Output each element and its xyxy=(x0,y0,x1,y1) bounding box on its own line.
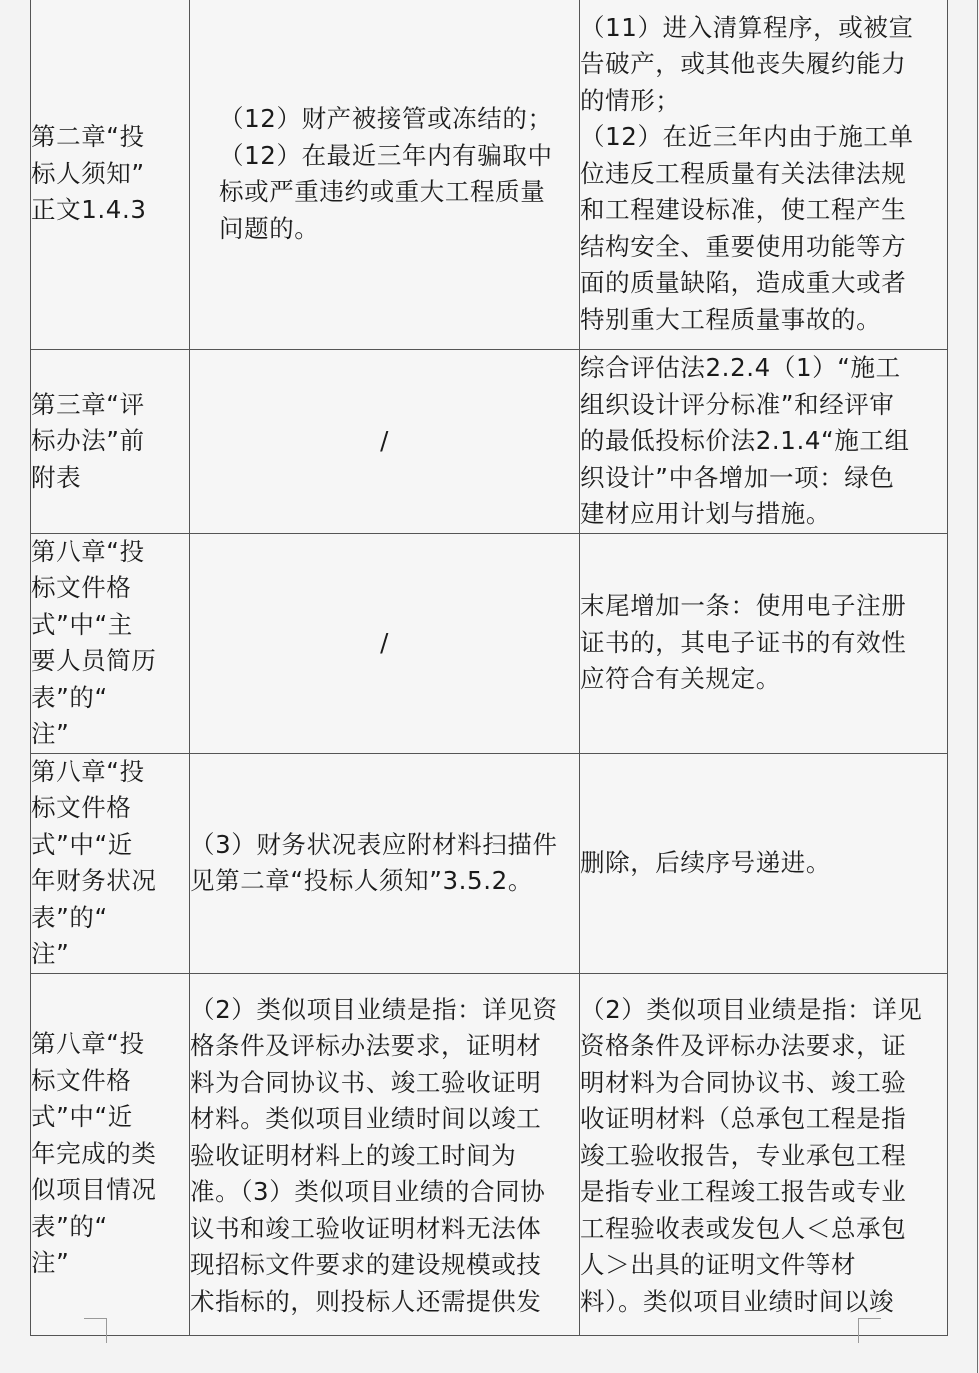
section-cell xyxy=(31,973,190,1335)
text-line: 组织设计评分标准”和经评审 xyxy=(580,389,895,419)
text-line: 告破产，或其他丧失履约能力 xyxy=(580,49,907,79)
text-line: （11）进入清算程序，或被宣 xyxy=(580,12,914,42)
original-text-cell xyxy=(190,533,580,753)
text-line: / xyxy=(380,627,389,657)
text-line: 标人须知” xyxy=(31,158,145,188)
text-line: 的最低投标价法2.1.4“施工组 xyxy=(580,426,910,455)
crop-mark-right xyxy=(858,1318,881,1343)
revised-text-cell xyxy=(580,973,948,1335)
text-line: 材料。类似项目业绩时间以竣工 xyxy=(190,1104,542,1134)
text-line: 应符合有关规定。 xyxy=(580,664,781,694)
text-line: 位违反工程质量有关法律法规 xyxy=(580,158,907,188)
text-line: 第八章“投 xyxy=(31,756,145,786)
text-line: 建材应用计划与措施。 xyxy=(580,499,831,528)
revised-text-cell xyxy=(580,533,948,753)
text-line: 标文件格 xyxy=(31,573,132,602)
text-line: 第八章“投 xyxy=(31,1029,145,1059)
text-line: （2）类似项目业绩是指：详见资 xyxy=(190,994,558,1024)
text-line: 删除，后续序号递进。 xyxy=(580,847,831,877)
text-line: 和工程建设标准，使工程产生 xyxy=(580,195,907,225)
text-line: 第八章“投 xyxy=(31,536,145,566)
text-line: 年财务状况 xyxy=(31,866,157,895)
text-line: 见第二章“投标人须知”3.5.2。 xyxy=(190,866,533,895)
crop-mark-left xyxy=(84,1318,107,1343)
text-line: 正文1.4.3 xyxy=(31,195,147,225)
section-cell xyxy=(31,533,190,753)
text-line: （12）在最近三年内有骗取中 xyxy=(219,140,553,170)
text-line: 特别重大工程质量事故的。 xyxy=(580,304,882,334)
text-line: 似项目情况 xyxy=(31,1175,157,1205)
original-text-cell xyxy=(190,350,580,534)
text-line: 标或严重违约或重大工程质量 xyxy=(219,177,546,206)
text-line: （12）在近三年内由于施工单 xyxy=(580,122,914,152)
text-line: 明材料为合同协议书、竣工验 xyxy=(580,1067,907,1097)
text-line: 料）。类似项目业绩时间以竣 xyxy=(580,1286,895,1316)
text-line: 料为合同协议书、竣工验收证明 xyxy=(190,1067,542,1097)
text-line: 人＞出具的证明文件等材 xyxy=(580,1250,857,1280)
revised-text-cell xyxy=(580,753,948,973)
text-line: 议书和竣工验收证明材料无法体 xyxy=(190,1213,542,1243)
table-row xyxy=(31,753,948,973)
text-line: 第三章“评 xyxy=(31,389,145,419)
revised-text-cell xyxy=(580,350,948,534)
text-line: 注” xyxy=(31,719,70,748)
text-line: 结构安全、重要使用功能等方 xyxy=(580,231,907,261)
text-line: 第二章“投 xyxy=(31,122,145,152)
text-line: 格条件及评标办法要求，证明材 xyxy=(190,1031,542,1061)
text-line: 面的质量缺陷，造成重大或者 xyxy=(580,268,907,298)
text-line: 织设计”中各增加一项：绿色 xyxy=(580,462,895,492)
text-line: 综合评估法2.2.4（1）“施工 xyxy=(580,353,901,382)
text-line: 验收证明材料上的竣工时间为 xyxy=(190,1140,517,1170)
text-line: 标文件格 xyxy=(31,1065,132,1095)
text-line: （2）类似项目业绩是指：详见 xyxy=(580,994,923,1024)
text-line: （3）财务状况表应附材料扫描件 xyxy=(190,829,558,859)
text-line: / xyxy=(380,426,389,455)
text-line: 式”中“主 xyxy=(31,609,133,639)
text-line: 工程验收表或发包人＜总承包 xyxy=(580,1213,907,1243)
text-line: 附表 xyxy=(31,462,82,492)
text-line: 要人员简历 xyxy=(31,646,157,675)
text-line: 问题的。 xyxy=(219,213,320,243)
text-line: 表”的“ xyxy=(31,902,108,932)
text-line: 准。（3）类似项目业绩的合同协 xyxy=(190,1177,546,1207)
text-line: 式”中“近 xyxy=(31,829,133,859)
revised-text-cell xyxy=(580,0,948,350)
table-row xyxy=(31,533,948,753)
text-line: 是指专业工程竣工报告或专业 xyxy=(580,1177,907,1207)
text-line: 标文件格 xyxy=(31,793,132,822)
text-line: 现招标文件要求的建设规模或技 xyxy=(190,1250,542,1280)
original-text-cell xyxy=(190,753,580,973)
section-cell xyxy=(31,350,190,534)
text-line: 资格条件及评标办法要求，证 xyxy=(580,1031,907,1061)
text-line: 竣工验收报告，专业承包工程 xyxy=(580,1140,907,1170)
section-cell xyxy=(31,753,190,973)
text-line: 年完成的类 xyxy=(31,1138,157,1168)
original-text-cell xyxy=(190,0,580,350)
text-line: 末尾增加一条：使用电子注册 xyxy=(580,591,907,621)
text-line: 式”中“近 xyxy=(31,1102,133,1132)
original-text-cell xyxy=(190,973,580,1335)
text-line: 注” xyxy=(31,1248,70,1278)
text-line: 收证明材料（总承包工程是指 xyxy=(580,1104,907,1134)
text-line: 证书的，其电子证书的有效性 xyxy=(580,627,907,657)
text-line: 术指标的，则投标人还需提供发 xyxy=(190,1286,542,1316)
text-line: 注” xyxy=(31,939,70,968)
text-line: 标办法”前 xyxy=(31,426,145,455)
text-line: 表”的“ xyxy=(31,682,108,712)
document-table xyxy=(30,0,948,1336)
table-row xyxy=(31,973,948,1335)
table-row xyxy=(31,0,948,350)
text-line: 表”的“ xyxy=(31,1211,108,1241)
table-row xyxy=(31,350,948,534)
text-line: （12）财产被接管或冻结的； xyxy=(219,104,553,133)
section-cell xyxy=(31,0,190,350)
text-line: 的情形； xyxy=(580,85,681,115)
